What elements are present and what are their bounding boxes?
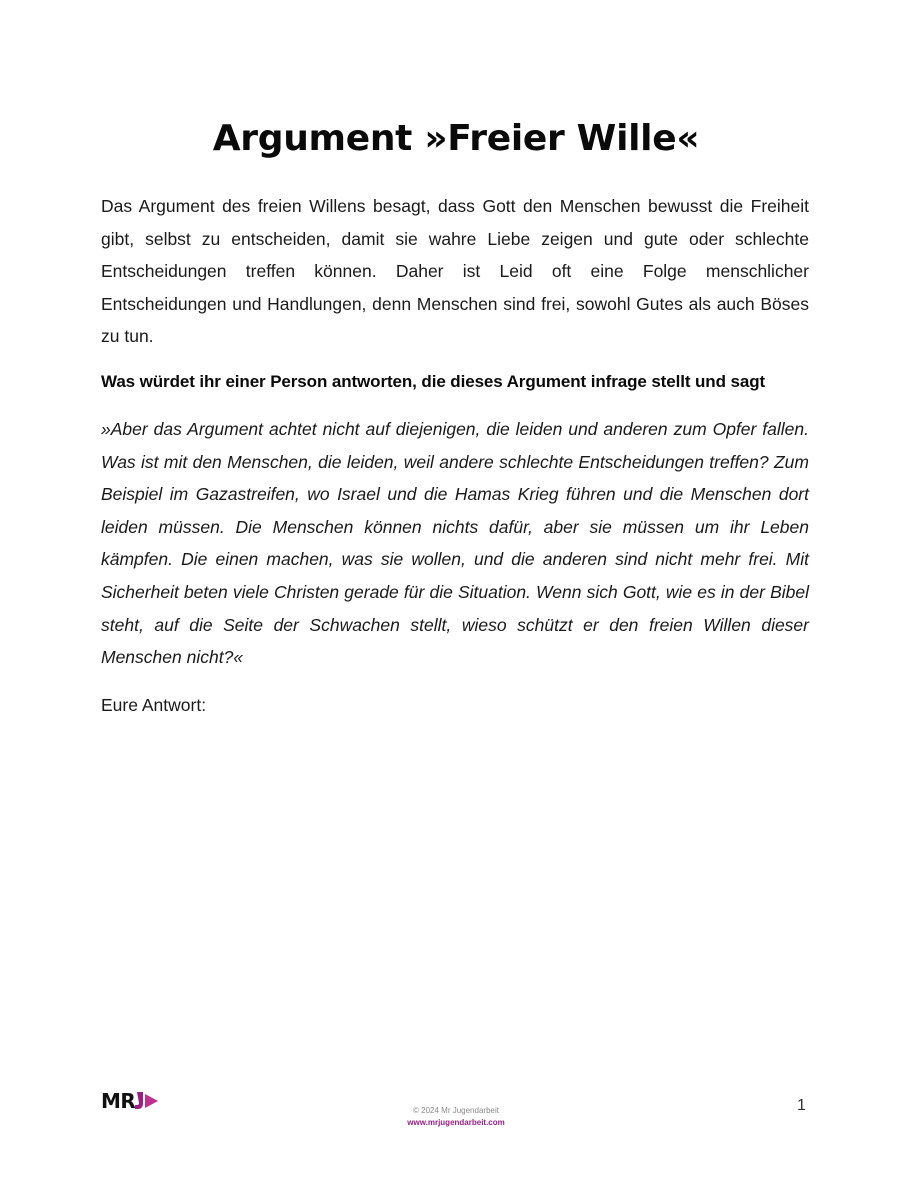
website-link[interactable]: www.mrjugendarbeit.com — [407, 1118, 505, 1127]
quote-paragraph: »Aber das Argument achtet nicht auf diejenigen, die leiden und anderen zum Opfer fallen. Was ist mit den Menschen, die leiden, weil andere schlechte Entscheidungen treffen? Zum Beispiel im Gazastreifen, wo Israel und die Hamas Krieg führen und die Menschen dort leiden müssen. Die Menschen können nichts dafür, aber sie müssen um ihr Leben kämpfen. Die einen machen, was sie wollen, und die anderen sind nicht mehr frei. Mit Sicherheit beten viele Christen gerade für die Situation. Wenn sich Gott, wie es in der Bibel steht, auf die Seite der Schwachen stellt, wieso schützt er den freien Willen dieser Menschen nicht?« — [101, 418, 809, 668]
question-heading: Was würdet ihr einer Person antworten, die dieses Argument infrage stellt und sagt — [101, 371, 766, 391]
page-number: 1 — [797, 1097, 806, 1114]
logo-text: MR — [101, 1089, 136, 1113]
copyright-text: © 2024 Mr Jugendarbeit — [413, 1106, 499, 1115]
footer — [0, 1105, 912, 1129]
intro-paragraph: Das Argument des freien Willens besagt, dass Gott den Menschen bewusst die Freiheit gibt, selbst zu entscheiden, damit sie wahre Liebe zeigen und gute oder schlechte Entscheidungen treffen können. Daher ist Leid oft eine Folge menschlicher Entscheidungen und Handlungen, denn Menschen sind frei, sowohl Gutes als auch Böses zu tun. — [101, 196, 809, 347]
page-title: Argument »Freier Wille« — [212, 118, 700, 159]
answer-label: Eure Antwort: — [101, 694, 207, 715]
document-body — [101, 190, 809, 720]
